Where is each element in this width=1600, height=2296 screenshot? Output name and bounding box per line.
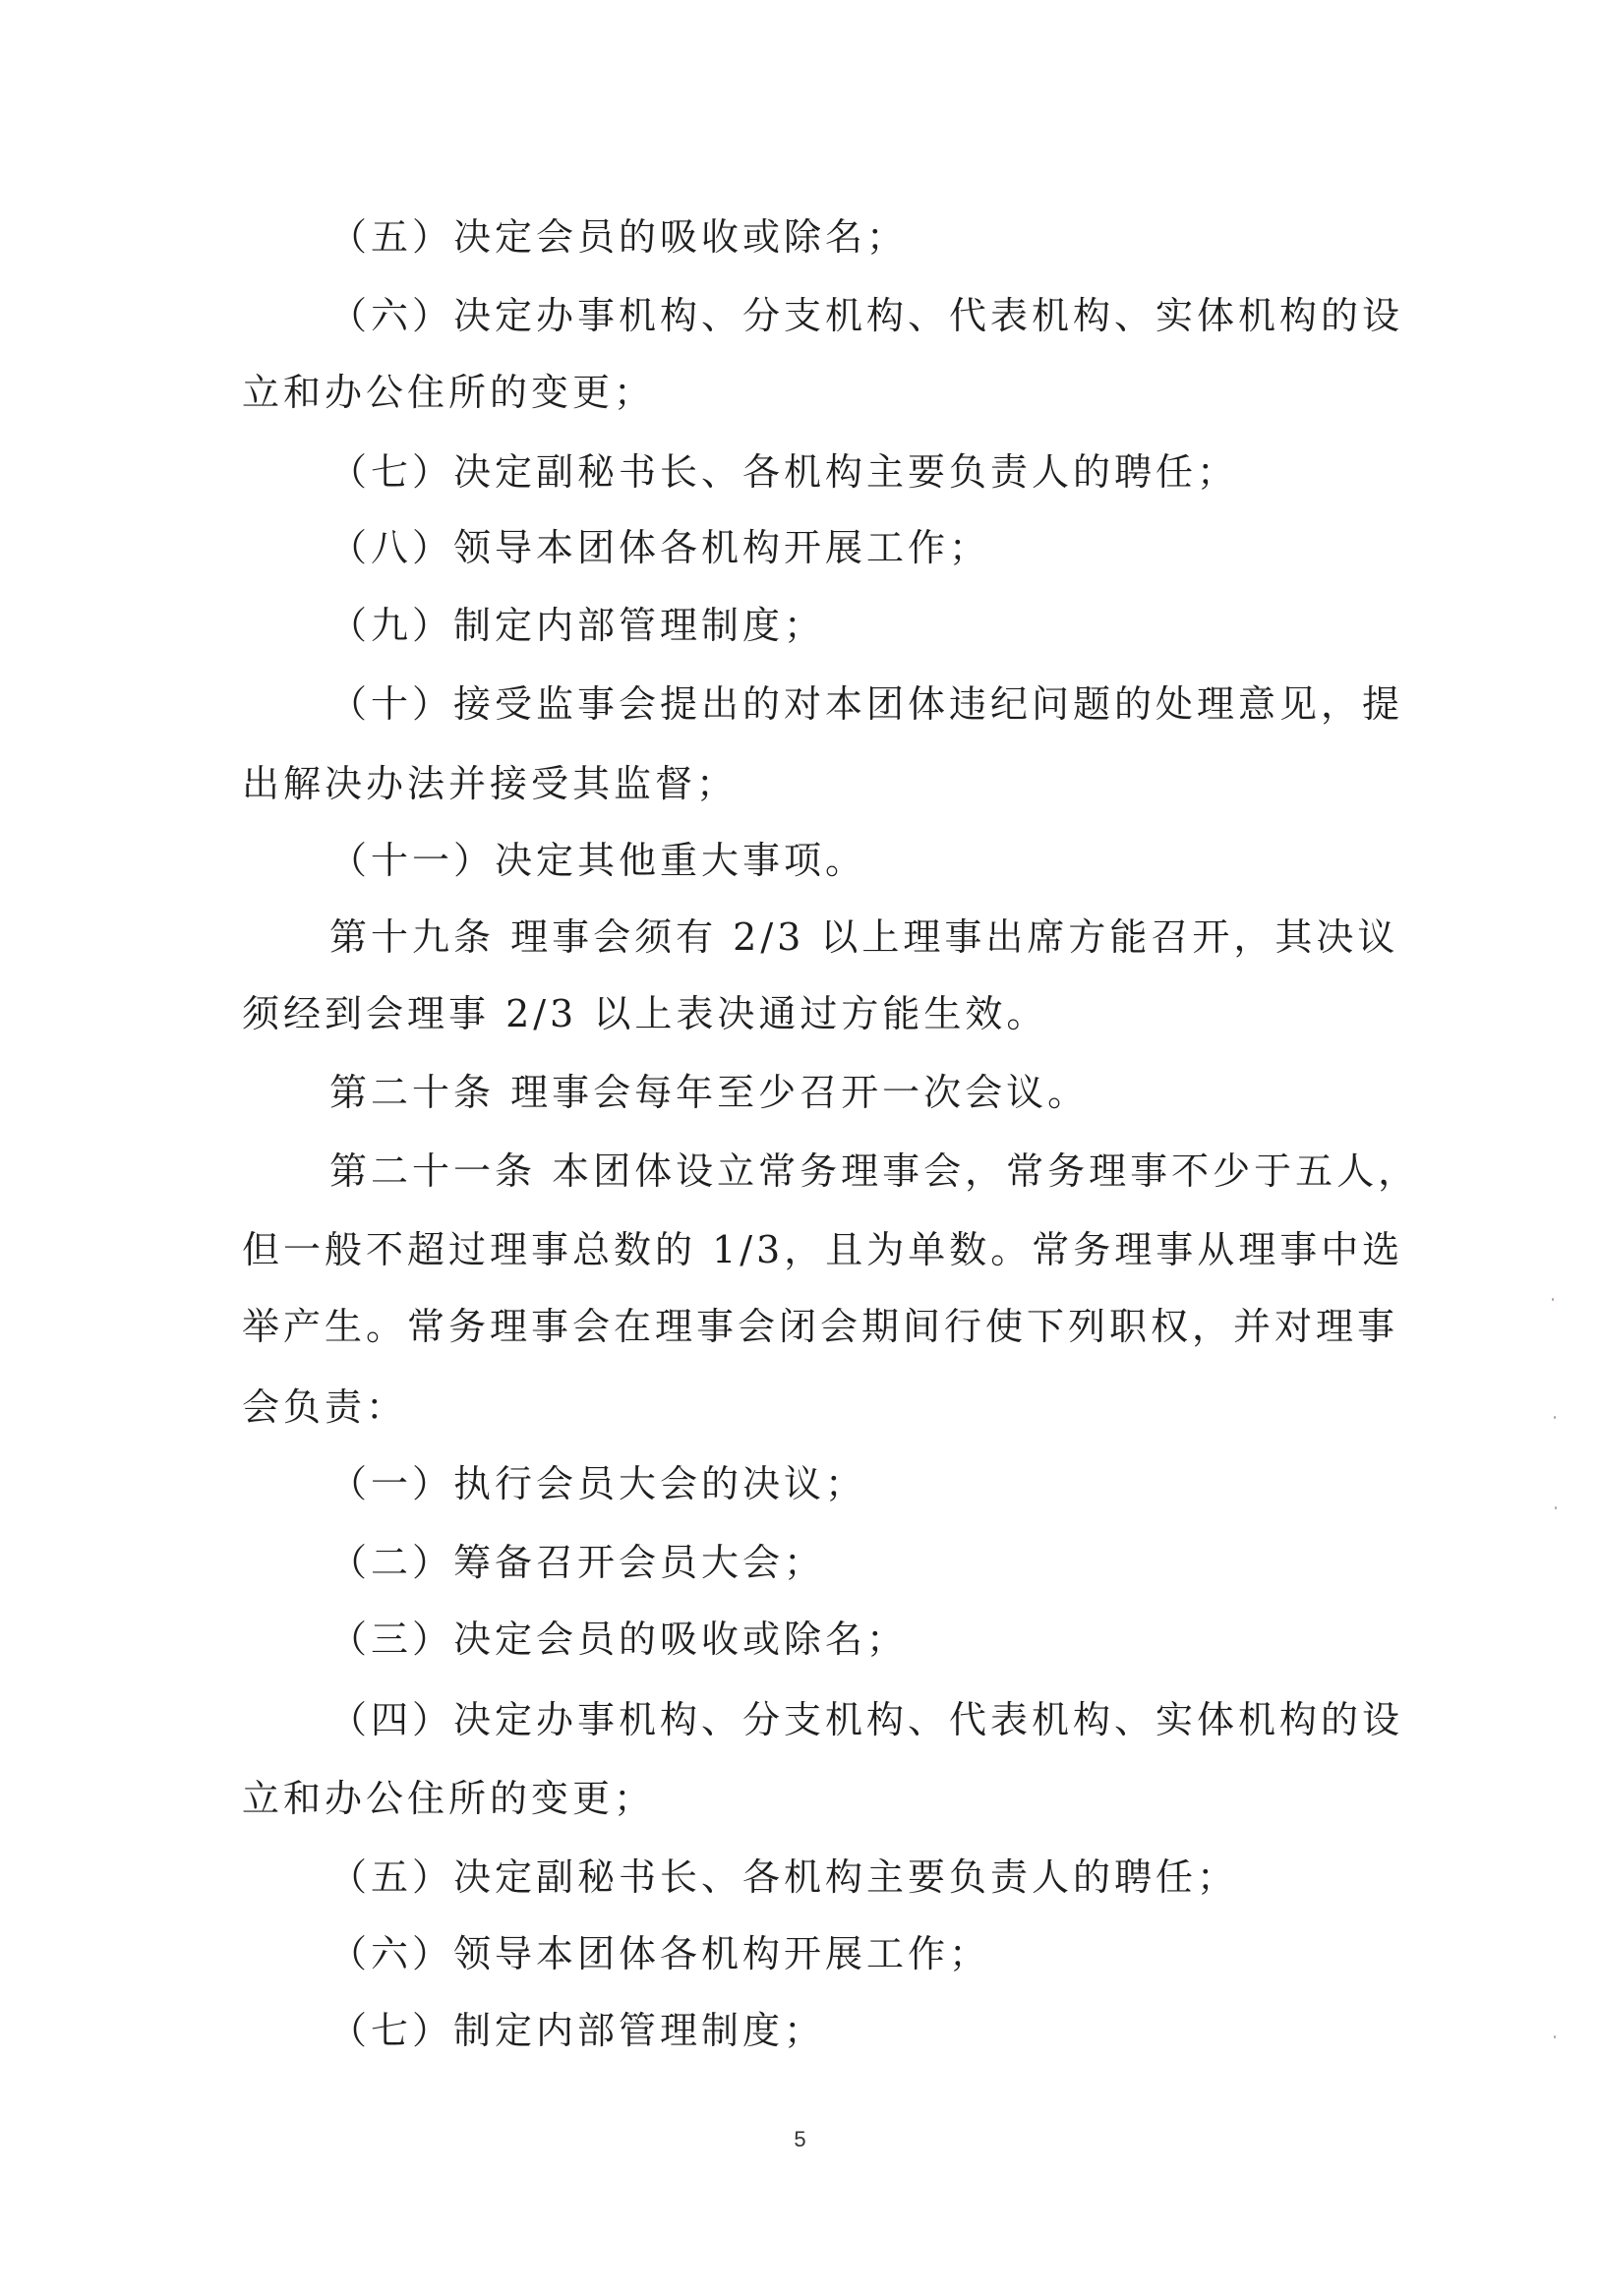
text-line: （一）执行会员大会的决议； <box>329 1462 867 1505</box>
text-line: 立和办公住所的变更； <box>242 371 656 414</box>
scan-speck <box>1554 2035 1556 2038</box>
text-line: 须经到会理事 2/3 以上表决通过方能生效。 <box>242 992 1048 1035</box>
text-line: （六）决定办事机构、分支机构、代表机构、实体机构的设 <box>329 294 1404 337</box>
text-line: （十）接受监事会提出的对本团体违纪问题的处理意见，提 <box>329 682 1404 726</box>
text-line: 第二十一条 本团体设立常务理事会，常务理事不少于五人， <box>329 1149 1420 1193</box>
scan-speck <box>1555 1506 1557 1509</box>
text-line: （四）决定办事机构、分支机构、代表机构、实体机构的设 <box>329 1698 1404 1741</box>
text-line: （三）决定会员的吸收或除名； <box>329 1618 909 1661</box>
text-line: （七）制定内部管理制度； <box>329 2009 826 2052</box>
text-line: （五）决定副秘书长、各机构主要负责人的聘任； <box>329 1855 1239 1899</box>
text-line: （七）决定副秘书长、各机构主要负责人的聘任； <box>329 450 1239 494</box>
scan-speck <box>1554 1416 1556 1419</box>
text-line: 立和办公住所的变更； <box>242 1777 656 1820</box>
text-line: 出解决办法并接受其监督； <box>242 762 739 805</box>
text-line: 第二十条 理事会每年至少召开一次会议。 <box>329 1071 1090 1114</box>
text-line: （六）领导本团体各机构开展工作； <box>329 1932 991 1975</box>
text-line: 但一般不超过理事总数的 1/3，且为单数。常务理事从理事中选 <box>242 1228 1404 1271</box>
text-line: 会负责： <box>242 1385 408 1429</box>
text-line: （九）制定内部管理制度； <box>329 604 826 647</box>
text-line: （八）领导本团体各机构开展工作； <box>329 526 991 569</box>
text-line: 举产生。常务理事会在理事会闭会期间行使下列职权，并对理事 <box>242 1305 1399 1348</box>
text-line: （五）决定会员的吸收或除名； <box>329 215 909 259</box>
text-line: 第十九条 理事会须有 2/3 以上理事出席方能召开，其决议 <box>329 915 1399 959</box>
text-line: （十一）决定其他重大事项。 <box>329 839 867 882</box>
page-number: 5 <box>794 2127 806 2151</box>
text-line: （二）筹备召开会员大会； <box>329 1541 826 1584</box>
scan-speck <box>1552 1298 1554 1301</box>
